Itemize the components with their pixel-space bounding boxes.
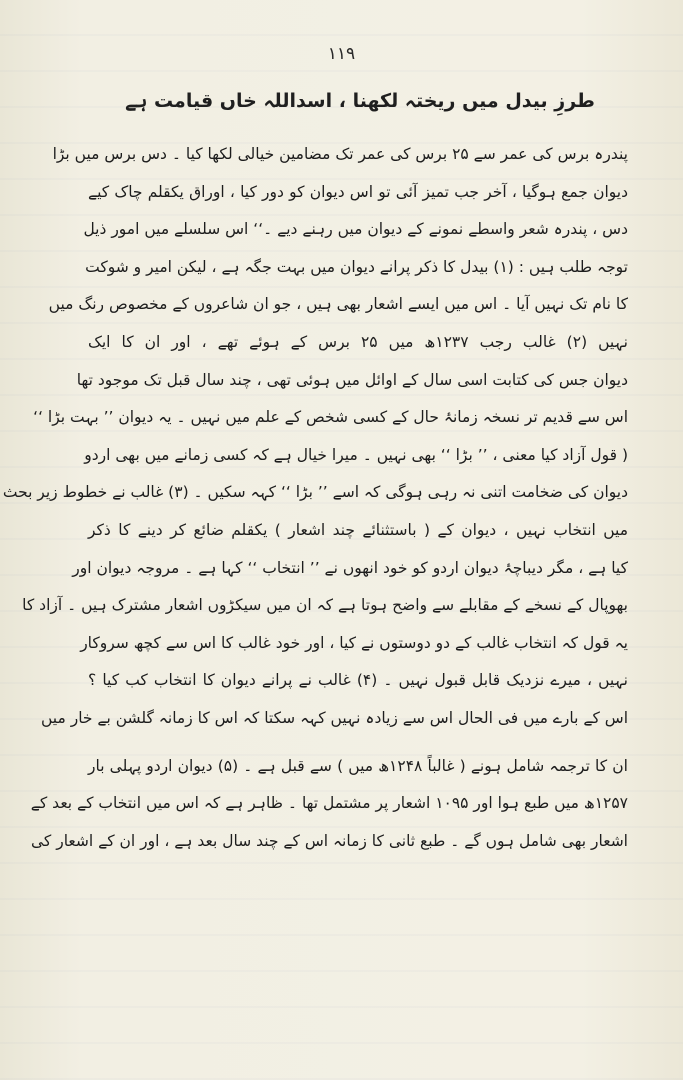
- text-line: نہیں ، میرے نزدیک قابل قبول نہیں ۔ (۴) غالب نے پرانے دیوان کا انتخاب کب کیا ؟: [88, 671, 628, 690]
- page-number: ۱۱۹: [327, 44, 356, 64]
- text-line: اس سے قدیم تر نسخہ زمانۂ حال کے کسی شخص کے علم میں نہیں ۔ یہ دیوان ’’ بہت بڑا ‘‘: [33, 408, 628, 427]
- text-line: اس کے بارے میں فی الحال اس سے زیادہ نہیں کہہ سکتا کہ اس کا زمانہ گلشن بے خار میں: [41, 708, 628, 727]
- text-line: نہیں (۲) غالب رجب ۱۲۳۷ھ میں ۲۵ برس کے ہوئے تھے ، اور ان کا ایک: [88, 332, 628, 351]
- page-heading: طرزِ بیدل میں ریختہ لکھنا ، اسداللہ خاں قیامت ہے: [125, 90, 595, 112]
- text-line: یہ قول کہ انتخاب غالب کے دو دوستوں نے کیا ، اور خود غالب کا اس سے کچھ سروکار: [80, 633, 628, 652]
- text-line: ان کا ترجمہ شامل ہونے ( غالباً ۱۲۴۸ھ میں ) سے قبل ہے ۔ (۵) دیوان اردو پہلی بار: [88, 756, 628, 775]
- text-line: بھوپال کے نسخے کے مقابلے سے واضح ہوتا ہے کہ ان میں سیکڑوں اشعار مشترک ہیں ۔ آزاد کا: [22, 596, 628, 615]
- text-line: توجہ طلب ہیں : (۱) بیدل کا ذکر پرانے دیوان میں بہت جگہ ہے ، لیکن امیر و شوکت: [85, 257, 628, 276]
- text-line: میں انتخاب نہیں ، دیوان کے ( باستثنائے چند اشعار ) یکقلم ضائع کر دینے کا ذکر: [88, 520, 628, 539]
- text-line: دس ، پندرہ شعر واسطے نمونے کے دیوان میں رہنے دیے ۔‘‘ اس سلسلے میں امور ذیل: [83, 220, 628, 239]
- text-line: اشعار بھی شامل ہوں گے ۔ طبع ثانی کا زمانہ اس کے چند سال بعد ہے ، اور ان کے اشعار کی: [31, 831, 628, 850]
- text-line: دیوان جس کی کتابت اسی سال کے اوائل میں ہوئی تھی ، چند سال قبل تک موجود تھا: [76, 370, 628, 389]
- body-text: [2, 136, 628, 860]
- text-line: ( قول آزاد کیا معنی ، ’’ بڑا ‘‘ بھی نہیں ۔ میرا خیال ہے کہ کسی زمانے میں بھی اردو: [84, 445, 628, 464]
- text-line: کا نام تک نہیں آیا ۔ اس میں ایسے اشعار بھی ہیں ، جو ان شاعروں کے مخصوص رنگ میں: [48, 295, 628, 314]
- text-line: پندرہ برس کی عمر سے ۲۵ برس کی عمر تک مضامین خیالی لکھا کیا ۔ دس برس میں بڑا: [52, 145, 628, 163]
- text-line: ۱۲۵۷ھ میں طبع ہوا اور ۱۰۹۵ اشعار پر مشتمل تھا ۔ ظاہر ہے کہ اس میں انتخاب کے بعد کے: [30, 794, 628, 813]
- text-line: دیوان کی ضخامت اتنی نہ رہی ہوگی کہ اسے ’’ بڑا ‘‘ کہہ سکیں ۔ (۳) غالب نے خطوط زیر بحث: [2, 483, 628, 502]
- text-line: دیوان جمع ہوگیا ، آخر جب تمیز آئی تو اس دیوان کو دور کیا ، اوراق یکقلم چاک کیے: [88, 182, 628, 201]
- text-line: کیا ہے ، مگر دیباچۂ دیوان اردو کو خود انھوں نے ’’ انتخاب ‘‘ کہا ہے ۔ مروجہ دیوان اور: [72, 558, 628, 577]
